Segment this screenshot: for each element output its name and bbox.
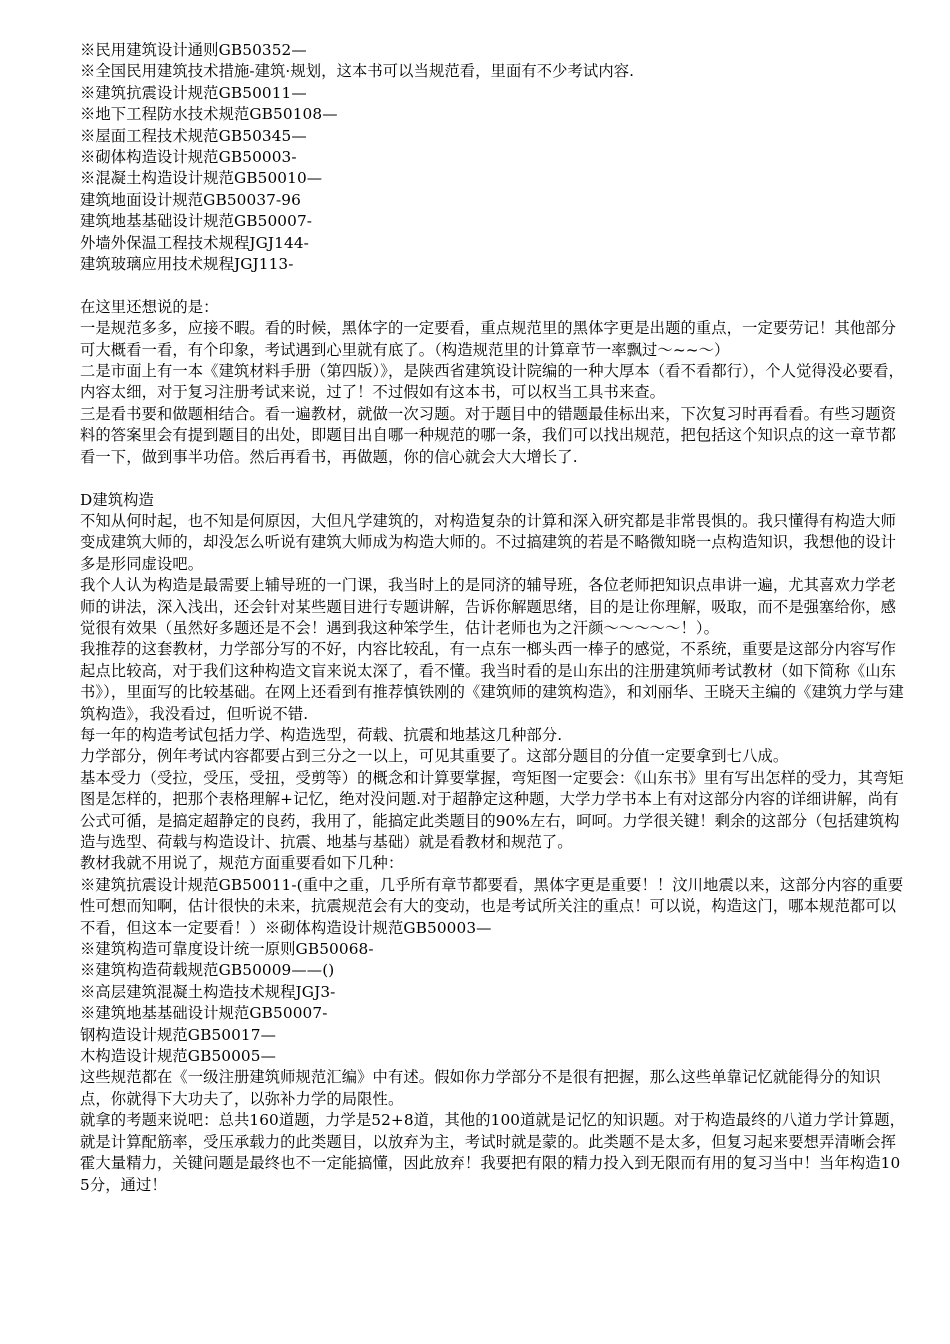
standards-list <box>80 40 910 275</box>
standard-item: ※混凝土构造设计规范GB50010— <box>80 169 323 188</box>
paragraph: 这些规范都在《一级注册建筑师规范汇编》中有述。假如你力学部分不是很有把握，那么这些单靠记忆就能得分的知识点，你就得下大功夫了，以弥补力学的局限性。 <box>80 1068 881 1108</box>
standard-item: ※地下工程防水技术规范GB50108— <box>80 105 338 124</box>
standard-item: 建筑地基基础设计规范GB50007- <box>80 212 313 231</box>
paragraph: 力学部分，例年考试内容都要占到三分之一以上，可见其重要了。这部分题目的分值一定要拿到七八成。 <box>80 747 789 766</box>
standard-item: 钢构造设计规范GB50017— <box>80 1025 276 1044</box>
standard-item: ※建筑构造荷载规范GB50009——() <box>80 961 335 980</box>
paragraph: 基本受力（受拉，受压，受扭，受剪等）的概念和计算要掌握，弯矩图一定要会：《山东书》里有写出怎样的受力，其弯矩图是怎样的，把那个表格理解+记忆，绝对没问题.对于超静定这种题，大学力学书本上有对这部分内容的详细讲解，尚有公式可循，是搞定超静定的良药，我用了，能搞定此类题目的90%左右，呵呵。力学很关键！剩余的这部分（包括建筑构造与选型、荷载与构造设计、抗震、地基与基础）就是看教材和规范了。 <box>80 768 904 851</box>
paragraph: 不知从何时起，也不知是何原因，大但凡学建筑的，对构造复杂的计算和深入研究都是非常畏惧的。我只懂得有构造大师变成建筑大师的，却没怎么听说有建筑大师成为构造大师的。不过搞建筑的若是不略微知晓一点构造知识，我想他的设计多是形同虚设吧。 <box>80 511 897 573</box>
advice-paragraph-3: 三是看书要和做题相结合。看一遍教材，就做一次习题。对于题目中的错题最佳标出来，下次复习时再看看。有些习题资料的答案里会有提到题目的出处，即题目出自哪一种规范的哪一条，我们可以找出规范，把包括这个知识点的这一章节都看一下，做到事半功倍。然后再看书，再做题，你的信心就会大大增长了. <box>80 404 897 466</box>
standard-item: ※建筑抗震设计规范GB50011— <box>80 83 307 102</box>
advice-paragraph-2: 二是市面上有一本《建筑材料手册（第四版）》，是陕西省建筑设计院编的一种大厚本（看不看都行），个人觉得没必要看，内容太细，对于复习注册考试来说，过了！不过假如有这本书，可以权当工具书来查。 <box>80 362 904 402</box>
standard-item: ※屋面工程技术规范GB50345— <box>80 126 307 145</box>
spacer <box>80 275 910 296</box>
advice-paragraph-1: 一是规范多多，应接不暇。看的时候，黑体字的一定要看，重点规范里的黑体字更是出题的重点，一定要劳记！其他部分可大概看一看，有个印象，考试遇到心里就有底了。（构造规范里的计算章节一率飘过～~~～） <box>80 319 897 359</box>
paragraph: 就拿的考题来说吧：总共160道题，力学是52+8道，其他的100道就是记忆的知识题。对于构造最终的八道力学计算题，就是计算配筋率，受压承载力的此类题目，以放弃为主，考试时就是蒙的。此类题不是太多，但复习起来要想弄清晰会挥霍大量精力，关键问题是最终也不一定能搞懂，因此放弃！我要把有限的精力投入到无限而有用的复习当中！当年构造105分，通过！ <box>80 1111 906 1194</box>
standard-item: ※民用建筑设计通则GB50352— <box>80 41 307 59</box>
standard-item: 外墙外保温工程技术规程JGJ144- <box>80 233 309 252</box>
paragraph: ※建筑抗震设计规范GB50011-(重中之重，几乎所有章节都要看，黑体字更是重要！！汶川地震以来，这部分内容的重要性可想而知啊，估计很快的未来，抗震规范会有大的变动，也是考试所关注的重点！可以说，构造这门，哪本规范都可以不看，但这本一定要看！）※砌体构造设计规范GB50003— <box>80 875 904 937</box>
standard-item: 建筑地面设计规范GB50037-96 <box>80 190 301 209</box>
advice-intro: 在这里还想说的是： <box>80 297 219 316</box>
standard-item: ※全国民用建筑技术措施-建筑·规划，这本书可以当规范看，里面有不少考试内容. <box>80 62 635 81</box>
paragraph: 每一年的构造考试包括力学、构造选型，荷载、抗震和地基这几种部分. <box>80 725 563 744</box>
section-title: D建筑构造 <box>80 490 154 509</box>
standards-list-2 <box>80 939 910 1067</box>
paragraph: 我个人认为构造是最需要上辅导班的一门课，我当时上的是同济的辅导班，各位老师把知识点串讲一遍，尤其喜欢力学老师的讲法，深入浅出，还会针对某些题目进行专题讲解，告诉你解题思绪，目的是让你理解，吸取，而不是强塞给你，感觉很有效果（虽然好多题还是不会！遇到我这种笨学生，估计老师也为之汗颜～～～～～！）。 <box>80 576 897 637</box>
standard-item: ※建筑构造可靠度设计统一原则GB50068- <box>80 940 374 959</box>
paragraph: 教材我就不用说了，规范方面重要看如下几种： <box>80 854 404 873</box>
standard-item: ※砌体构造设计规范GB50003- <box>80 148 297 167</box>
standard-item: 木构造设计规范GB50005— <box>80 1047 276 1066</box>
standard-item: ※建筑地基基础设计规范GB50007- <box>80 1004 328 1023</box>
standard-item: ※高层建筑混凝土构造技术规程JGJ3- <box>80 982 336 1001</box>
document-page <box>80 40 910 1196</box>
paragraph: 我推荐的这套教材，力学部分写的不好，内容比较乱，有一点东一榔头西一棒子的感觉，不系统，重要是这部分内容写作起点比较高，对于我们这种构造文盲来说太深了，看不懂。我当时看的是山东出的注册建筑师考试教材（如下简称《山东书》），里面写的比较基础。在网上还看到有推荐慎铁刚的《建筑师的建筑构造》，和刘丽华、王晓天主编的《建筑力学与建筑构造》，我没看过，但听说不错. <box>80 640 904 723</box>
spacer <box>80 468 910 489</box>
standard-item: 建筑玻璃应用技术规程JGJ113- <box>80 255 294 274</box>
